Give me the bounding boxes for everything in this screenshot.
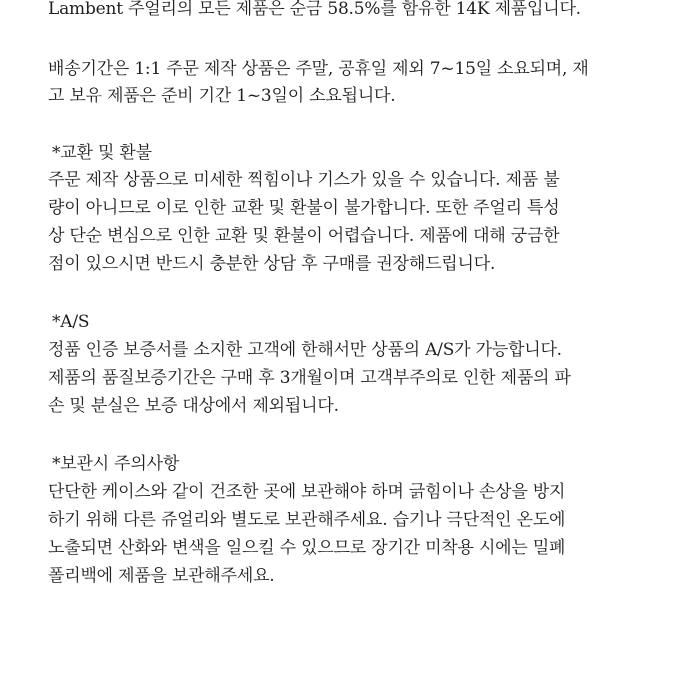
storage-line-1: 단단한 케이스와 같이 건조한 곳에 보관해야 하며 긁힘이나 손상을 방지 [48, 482, 566, 502]
as-line-2: 제품의 품질보증기간은 구매 후 3개월이며 고객부주의로 인한 제품의 파 [48, 368, 571, 388]
as-line-1: 정품 인증 보증서를 소지한 고객에 한해서만 상품의 A/S가 가능합니다. [48, 340, 562, 360]
exchange-line-2: 량이 아니므로 이로 인한 교환 및 환불이 불가합니다. 또한 주얼리 특성 [48, 198, 560, 218]
storage-line-2: 하기 위해 다른 쥬얼리와 별도로 보관해주세요. 습기나 극단적인 온도에 [48, 510, 566, 530]
intro-line-2: 배송기간은 1:1 주문 제작 상품은 주말, 공휴일 제외 7~15일 소요되며, 재 [48, 59, 589, 79]
storage-line-3: 노출되면 산화와 변색을 일으킬 수 있으므로 장기간 미착용 시에는 밀폐 [48, 538, 566, 558]
exchange-line-4: 점이 있으시면 반드시 충분한 상담 후 구매를 권장해드립니다. [48, 254, 496, 274]
as-line-3: 손 및 분실은 보증 대상에서 제외됩니다. [48, 396, 339, 416]
intro-line-1: Lambent 주얼리의 모든 제품은 순금 58.5%를 함유한 14K 제품입니다. [48, 0, 581, 19]
intro-line-3: 고 보유 제품은 준비 기간 1~3일이 소요됩니다. [48, 86, 396, 106]
exchange-line-3: 상 단순 변심으로 인한 교환 및 환불이 어렵습니다. 제품에 대해 궁금한 [48, 226, 560, 246]
storage-line-4: 폴리백에 제품을 보관해주세요. [48, 566, 275, 586]
exchange-section-title: *교환 및 환불 [52, 143, 152, 163]
as-section-title: *A/S [52, 312, 90, 332]
exchange-line-1: 주문 제작 상품으로 미세한 찍힘이나 기스가 있을 수 있습니다. 제품 불 [48, 170, 560, 190]
storage-section-title: *보관시 주의사항 [52, 454, 180, 474]
